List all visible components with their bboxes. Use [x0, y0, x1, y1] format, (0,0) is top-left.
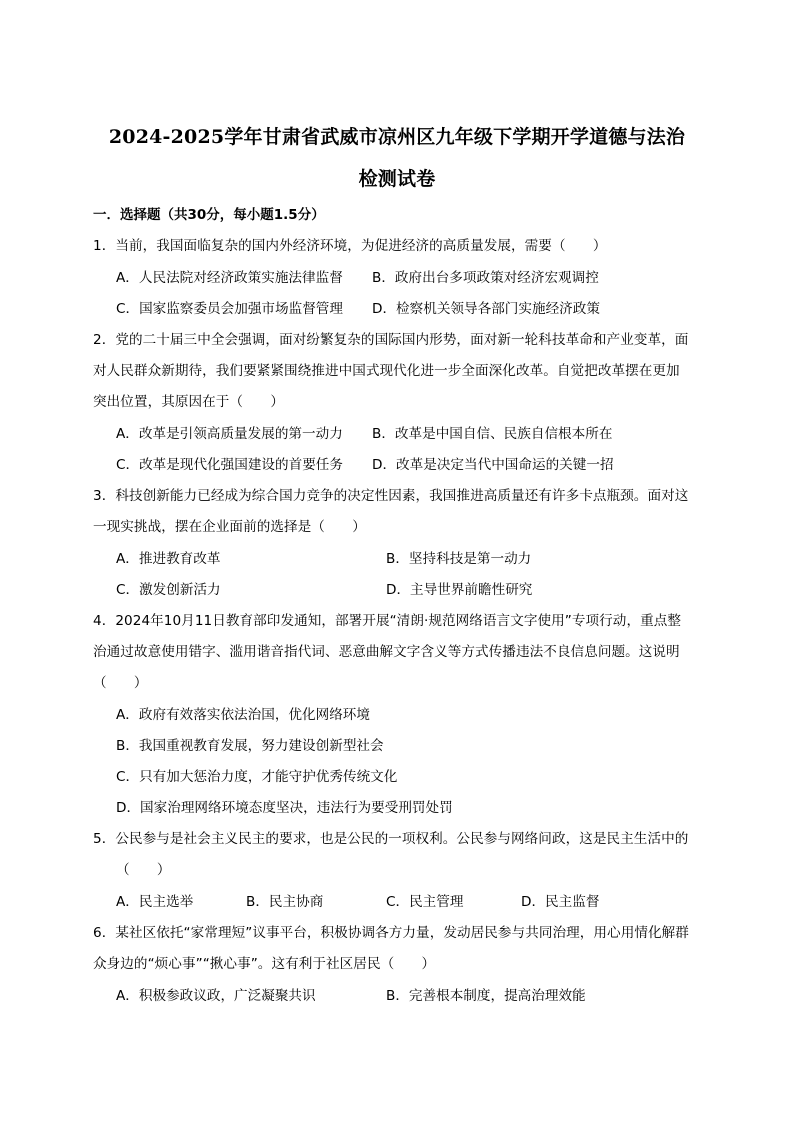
question-5-text-line1: 5．公民参与是社会主义民主的要求，也是公民的一项权利。公民参与网络问政，这是民主生活中的 [93, 831, 689, 847]
section-heading: 一．选择题（共30分，每小题1.5分） [93, 207, 325, 223]
question-5-option-b: B．民主协商 [246, 894, 324, 910]
question-3-text-line1: 3．科技创新能力已经成为综合国力竞争的决定性因素，我国推进高质量还有许多卡点瓶颈。面对这 [93, 488, 689, 504]
question-1-text: 1．当前，我国面临复杂的国内外经济环境，为促进经济的高质量发展，需要（ ） [93, 238, 607, 254]
question-1-option-b: B．政府出台多项政策对经济宏观调控 [372, 270, 599, 286]
question-2-text-line3: 突出位置，其原因在于（ ） [93, 394, 285, 410]
question-5-option-d: D．民主监督 [521, 894, 600, 910]
question-3-option-d: D．主导世界前瞻性研究 [386, 582, 533, 598]
question-2-option-d: D．改革是决定当代中国命运的关键一招 [372, 457, 614, 473]
question-5-option-c: C．民主管理 [386, 894, 464, 910]
exam-title-line1: 2024-2025学年甘肃省武威市凉州区九年级下学期开学道德与法治 [108, 126, 686, 148]
question-2-option-b: B．改革是中国自信、民族自信根本所在 [372, 426, 613, 442]
question-2-option-a: A．改革是引领高质量发展的第一动力 [116, 426, 343, 442]
question-5-option-a: A．民主选举 [116, 894, 194, 910]
question-6-text-line2: 众身边的“烦心事”“揪心事”。这有利于社区居民（ ） [93, 956, 436, 972]
question-2-option-c: C．改革是现代化强国建设的首要任务 [116, 457, 343, 473]
question-5-text-line2: （ ） [116, 862, 171, 878]
exam-title-line2: 检测试卷 [358, 168, 436, 190]
question-3-option-b: B．坚持科技是第一动力 [386, 551, 532, 567]
question-1-option-c: C．国家监察委员会加强市场监督管理 [116, 301, 343, 317]
question-4-option-a: A．政府有效落实依法治国，优化网络环境 [116, 707, 370, 723]
question-3-text-line2: 一现实挑战，摆在企业面前的选择是（ ） [93, 519, 366, 535]
question-2-text-line2: 对人民群众新期待，我们要紧紧围绕推进中国式现代化进一步全面深化改革。自觉把改革摆在更加 [93, 363, 680, 379]
question-4-text-line3: （ ） [93, 675, 148, 691]
question-1-option-a: A．人民法院对经济政策实施法律监督 [116, 270, 343, 286]
question-3-option-c: C．激发创新活力 [116, 582, 221, 598]
question-4-option-c: C．只有加大惩治力度，才能守护优秀传统文化 [116, 769, 398, 785]
question-6-option-b: B．完善根本制度，提高治理效能 [386, 988, 586, 1004]
question-4-text-line2: 治通过故意使用错字、滥用谐音指代词、恶意曲解文字含义等方式传播违法不良信息问题。这说明 [93, 644, 680, 660]
question-1-option-d: D．检察机关领导各部门实施经济政策 [372, 301, 600, 317]
question-6-option-a: A．积极参政议政，广泛凝聚共识 [116, 988, 316, 1004]
question-4-text-line1: 4．2024年10月11日教育部印发通知，部署开展“清朗·规范网络语言文字使用”专项行动，重点整 [93, 613, 682, 629]
question-3-option-a: A．推进教育改革 [116, 551, 221, 567]
question-6-text-line1: 6．某社区依托“家常理短”议事平台，积极协调各方力量，发动居民参与共同治理，用心用情化解群 [93, 925, 689, 941]
question-4-option-d: D．国家治理网络环境态度坚决，违法行为要受刑罚处罚 [116, 800, 453, 816]
question-2-text-line1: 2．党的二十届三中全会强调，面对纷繁复杂的国际国内形势，面对新一轮科技革命和产业变革，面 [93, 332, 689, 348]
question-4-option-b: B．我国重视教育发展，努力建设创新型社会 [116, 738, 384, 754]
